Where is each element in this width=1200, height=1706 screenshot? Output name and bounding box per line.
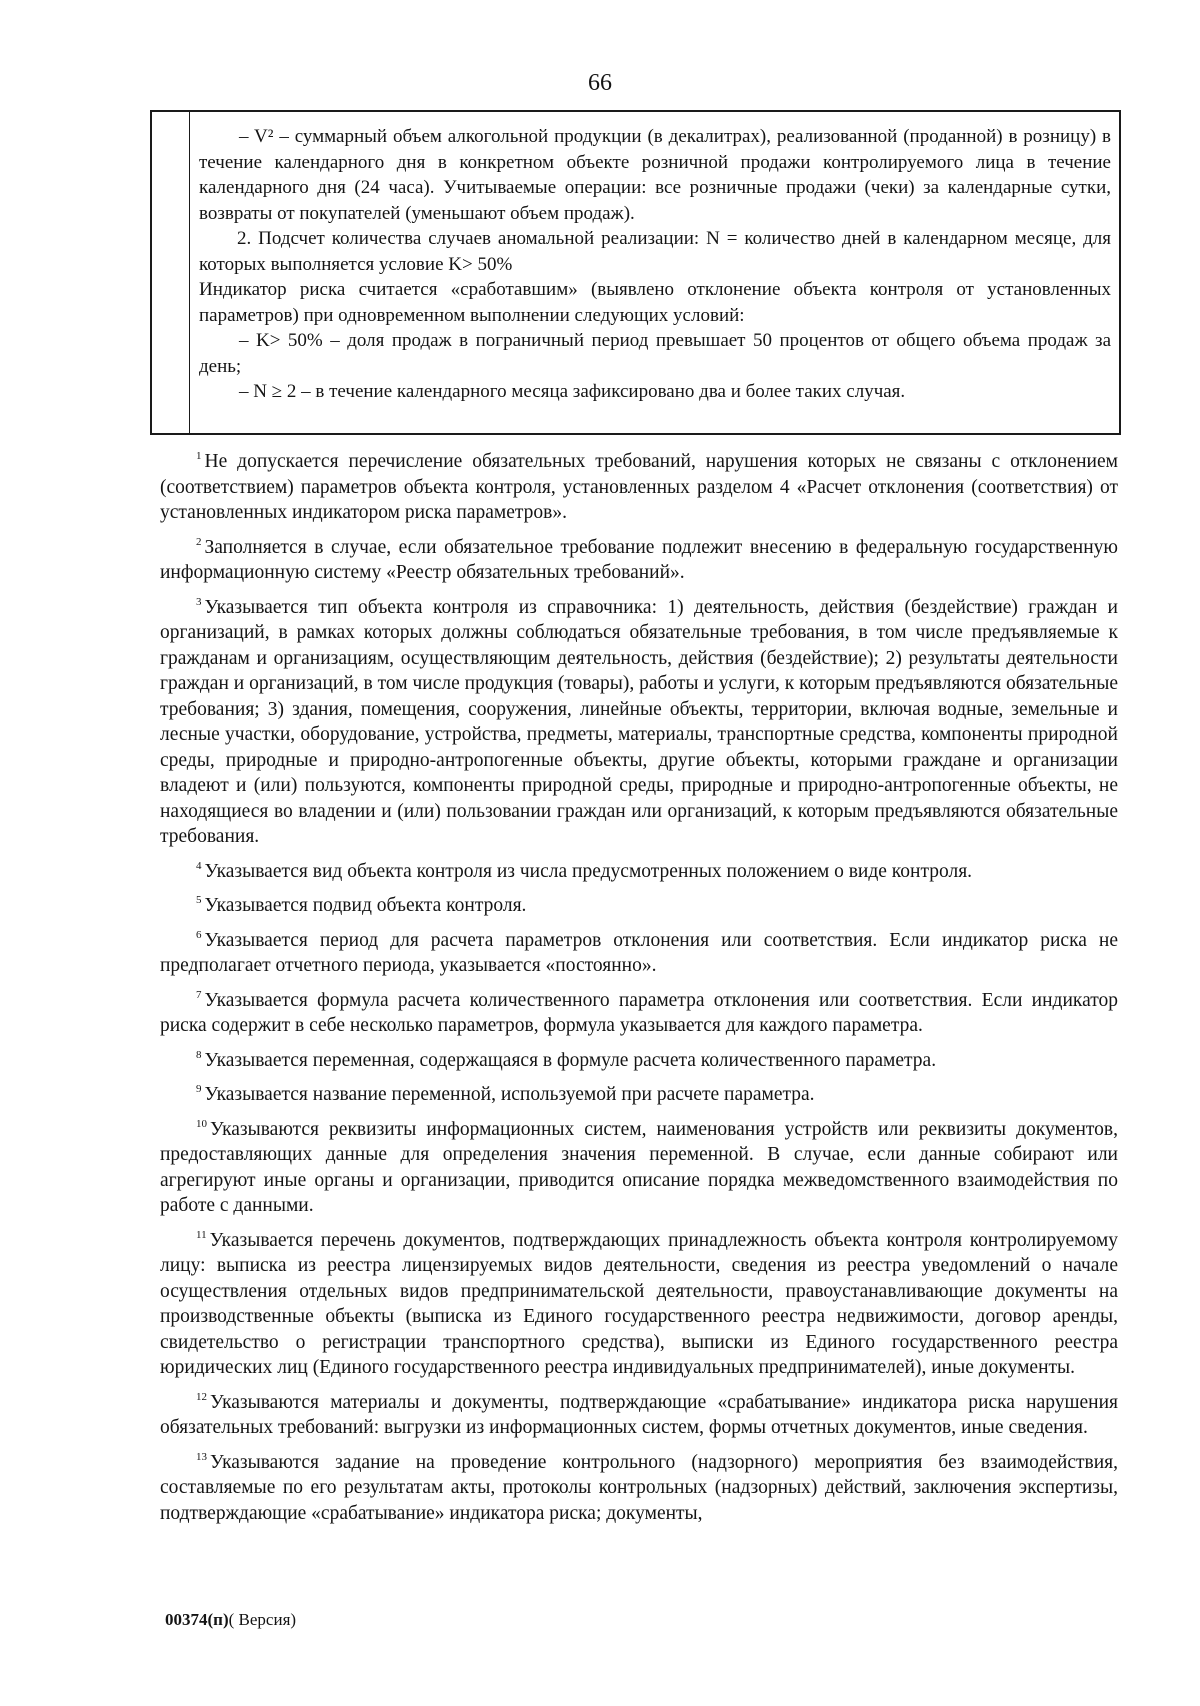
version-label: ( Версия) xyxy=(228,1610,297,1629)
footnote-text: Указывается вид объекта контроля из числа предусмотренных положением о виде контроля. xyxy=(204,860,973,882)
footnote-mark: 10 xyxy=(196,1117,207,1130)
footnote-mark: 3 xyxy=(196,595,202,608)
footnote-text: Указываются реквизиты информационных систем, наименования устройств или реквизиты документов, предоставляющих данные для определения значения переменной. В случае, если данные собирают или агрегируют иные органы и организации, приводится описание порядка межведомственного взаимодействия по работе с данными. xyxy=(160,1118,1118,1216)
footnote-text: Не допускается перечисление обязательных требований, нарушения которых не связаны с отклонением (соответствием) параметров объекта контроля, установленных разделом 4 «Расчет отклонения (соответствия) от установленных индикатором риска параметров». xyxy=(160,451,1118,523)
footnote-mark: 9 xyxy=(196,1083,202,1095)
page-number: 66 xyxy=(588,70,612,96)
condition-k: – K> 50% – доля продаж в пограничный период превышает 50 процентов от общего объема продаж за день; xyxy=(199,330,1111,377)
footnote xyxy=(160,1043,1118,1074)
footnote xyxy=(160,444,1118,526)
footnote-mark: 12 xyxy=(196,1390,207,1403)
footnote-mark: 13 xyxy=(196,1450,207,1463)
footnote xyxy=(160,530,1118,586)
trigger-condition-intro: Индикатор риска считается «сработавшим» (выявлено отклонение объекта контроля от установленных параметров) при одновременном выполнении следующих условий: xyxy=(199,279,1111,326)
footnote xyxy=(160,983,1118,1039)
condition-n: – N ≥ 2 – в течение календарного месяца зафиксировано два и более таких случая. xyxy=(239,381,906,402)
footnote-mark: 8 xyxy=(196,1048,202,1061)
table-cell-text xyxy=(199,124,1111,405)
footnote-mark: 5 xyxy=(196,894,202,906)
step-2-text: 2. Подсчет количества случаев аномальной реализации: N = количество дней в календарном месяце, для которых выполняется условие K> 50% xyxy=(199,228,1111,275)
footnote xyxy=(160,1223,1118,1381)
footnote-mark: 1 xyxy=(196,450,202,462)
footnote xyxy=(160,923,1118,979)
footnote-mark: 4 xyxy=(196,859,202,872)
footnote-text: Указываются задание на проведение контрольного (надзорного) мероприятия без взаимодействия, составляемые по его результатам акты, протоколы контрольных (надзорных) действий, заключения экспертизы, подтверждающие «срабатывание» индикатора риска; документы, xyxy=(160,1451,1118,1524)
version-stamp xyxy=(165,1610,296,1630)
footnote xyxy=(160,854,1118,885)
table-fragment xyxy=(150,110,1121,435)
footnote xyxy=(160,1385,1118,1441)
footnotes xyxy=(160,444,1118,1530)
footnote-text: Указываются материалы и документы, подтверждающие «срабатывание» индикатора риска нарушения обязательных требований: выгрузки из информационных систем, формы отчетных документов, иные сведения. xyxy=(160,1391,1118,1438)
footnote-mark: 11 xyxy=(196,1228,207,1241)
variable-definition: – V² – суммарный объем алкогольной продукции (в декалитрах), реализованной (проданной) в розницу) в течение календарного дня в конкретном объекте розничной продажи контролируемого лица в течение календарного дня (24 часа). Учитываемые операции: все розничные продажи (чеки) за календарные сутки, возвраты от покупателей (уменьшают объем продаж). xyxy=(199,126,1111,224)
footnote-text: Указывается подвид объекта контроля. xyxy=(204,895,527,916)
footnote-text: Указывается тип объекта контроля из справочника: 1) деятельность, действия (бездействие) граждан и организаций, в рамках которых должны соблюдаться обязательные требования, в том числе предъявляемые к гражданам и организациям, осуществляющим деятельность, действия (бездействие); 2) результаты деятельности граждан и организаций, в том числе продукция (товары), работы и услуги, к которым предъявляются обязательные требования; 3) здания, помещения, сооружения, линейные объекты, территории, включая водные, земельные и лесные участки, оборудование, устройства, предметы, материалы, транспортные средства, компоненты природной среды, природные и природно-антропогенные объекты, другие объекты, которыми граждане и организации владеют и (или) пользуются, компоненты природной среды, природные и природно-антропогенные объекты, не находящиеся во владении и (или) пользовании граждан или организаций, к которым предъявляются обязательные требования. xyxy=(160,596,1118,847)
footnote xyxy=(160,1445,1118,1527)
footnote-mark: 7 xyxy=(196,988,202,1001)
footnote-text: Указывается период для расчета параметров отклонения или соответствия. Если индикатор риска не предполагает отчетного периода, указывается «постоянно». xyxy=(160,929,1118,976)
version-code: 00374(п) xyxy=(165,1610,229,1629)
footnote xyxy=(160,590,1118,850)
table-column-divider xyxy=(189,112,191,433)
footnote xyxy=(160,1077,1118,1108)
footnote-text: Указывается название переменной, используемой при расчете параметра. xyxy=(204,1084,815,1105)
footnote-mark: 6 xyxy=(196,928,202,941)
footnote-text: Указывается формула расчета количественного параметра отклонения или соответствия. Если индикатор риска содержит в себе несколько параметров, формула указывается для каждого параметра. xyxy=(160,989,1118,1036)
footnote xyxy=(160,1112,1118,1219)
footnote xyxy=(160,888,1118,919)
footnote-text: Указывается переменная, содержащаяся в формуле расчета количественного параметра. xyxy=(204,1049,937,1071)
footnote-text: Заполняется в случае, если обязательное требование подлежит внесению в федеральную государственную информационную систему «Реестр обязательных требований». xyxy=(160,536,1118,583)
footnote-mark: 2 xyxy=(196,535,202,548)
footnote-text: Указывается перечень документов, подтверждающих принадлежность объекта контроля контролируемому лицу: выписка из реестра лицензируемых видов деятельности, сведения из реестра уведомлений о начале осуществления отдельных видов предпринимательской деятельности, правоустанавливающие документы на производственные объекты (выписка из Единого государственного реестра недвижимости, договор аренды, свидетельство о регистрации транспортного средства), выписки из Единого государственного реестра юридических лиц (Единого государственного реестра индивидуальных предпринимателей), иные документы. xyxy=(160,1229,1118,1378)
